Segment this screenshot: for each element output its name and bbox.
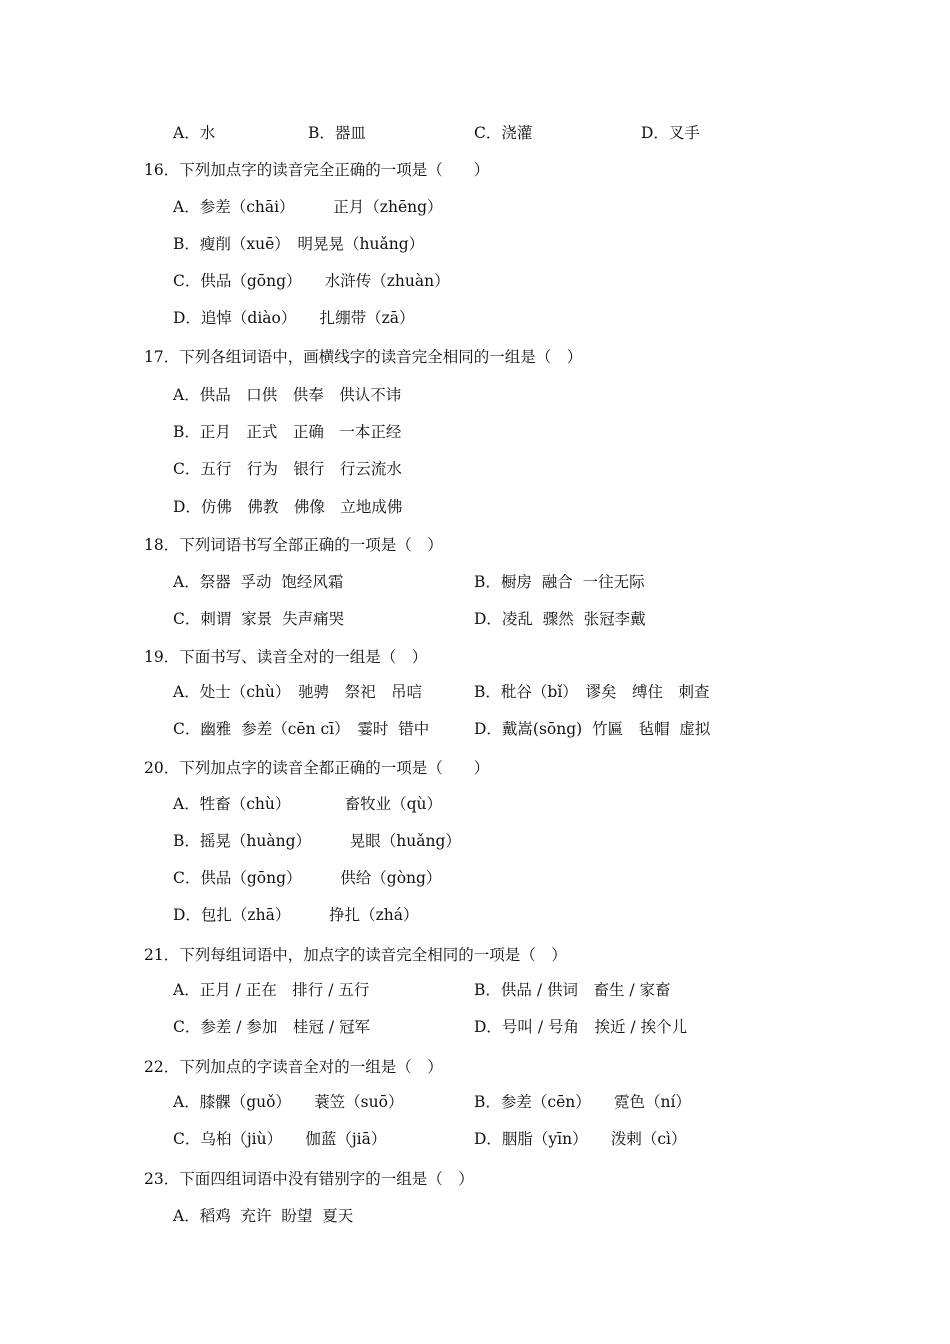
q18-stem: 18．下列词语书写全部正确的一项是（ ） — [144, 536, 443, 554]
q21-option-a: A．正月 / 正在 排行 / 五行 — [173, 981, 370, 999]
q15-option-a: A．水 — [173, 124, 216, 142]
q17-stem: 17．下列各组词语中，画横线字的读音完全相同的一组是（ ） — [144, 348, 583, 366]
q19-option-b: B．秕谷（bǐ） 谬矣 缚住 刺查 — [474, 683, 710, 701]
q17-option-d: D．仿佛 佛教 佛像 立地成佛 — [173, 498, 403, 516]
q18-option-b: B．橱房 融合 一往无际 — [474, 573, 645, 591]
q16-stem: 16．下列加点字的读音完全正确的一项是（ ） — [144, 161, 490, 179]
q22-option-c: C．乌桕（jiù） 伽蓝（jiā） — [173, 1130, 387, 1148]
q18-option-d: D．凌乱 骤然 张冠李戴 — [474, 610, 646, 628]
q16-option-b: B．瘦削（xuē） 明晃晃（huǎng） — [173, 235, 425, 253]
q21-option-d: D．号叫 / 号角 挨近 / 挨个儿 — [474, 1018, 688, 1036]
q16-option-d: D．追悼（diào） 扎绷带（zā） — [173, 309, 415, 327]
q16-option-a: A．参差（chāi） 正月（zhēng） — [173, 198, 443, 216]
q17-option-c: C．五行 行为 银行 行云流水 — [173, 460, 402, 478]
q23-option-a: A．稻鸡 充许 盼望 夏天 — [173, 1207, 354, 1225]
q19-option-d: D．戴嵩(sōng) 竹匾 毡帽 虚拟 — [474, 720, 711, 738]
q20-stem: 20．下列加点字的读音全都正确的一项是（ ） — [144, 759, 490, 777]
q22-option-b: B．参差（cēn） 霓色（ní） — [474, 1093, 691, 1111]
q15-option-d: D．叉手 — [641, 124, 700, 142]
q19-stem: 19．下面书写、读音全对的一组是（ ） — [144, 648, 428, 666]
q18-option-c: C．刺谓 家景 失声痛哭 — [173, 610, 345, 628]
q16-option-c: C．供品（gōng） 水浒传（zhuàn） — [173, 272, 450, 290]
q21-option-c: C．参差 / 参加 桂冠 / 冠军 — [173, 1018, 371, 1036]
q22-option-d: D．胭脂（yīn） 泼剌（cì） — [474, 1130, 687, 1148]
q20-option-c: C．供品（gōng） 供给（gòng） — [173, 869, 442, 887]
q17-option-a: A．供品 口供 供奉 供认不讳 — [173, 386, 402, 404]
q21-option-b: B．供品 / 供词 畜生 / 家畜 — [474, 981, 671, 999]
q19-option-a: A．处士（chù） 驰骋 祭祀 吊唁 — [173, 683, 423, 701]
q15-option-b: B．器皿 — [308, 124, 366, 142]
q20-option-a: A．牲畜（chù） 畜牧业（qù） — [173, 795, 442, 813]
q18-option-a: A．祭器 孚动 饱经风霜 — [173, 573, 344, 591]
q20-option-b: B．摇晃（huàng） 晃眼（huǎng） — [173, 832, 461, 850]
q22-option-a: A．膝髁（guǒ） 蓑笠（suō） — [173, 1093, 404, 1111]
q17-option-b: B．正月 正式 正确 一本正经 — [173, 423, 402, 441]
q19-option-c: C．幽雅 参差（cēn cī） 霎时 错中 — [173, 720, 430, 738]
q21-stem: 21．下列每组词语中，加点字的读音完全相同的一项是（ ） — [144, 946, 567, 964]
q22-stem: 22．下列加点的字读音全对的一组是（ ） — [144, 1058, 443, 1076]
q23-stem: 23．下面四组词语中没有错别字的一组是（ ） — [144, 1170, 474, 1188]
q15-option-c: C．浇灌 — [474, 124, 533, 142]
q20-option-d: D．包扎（zhā） 挣扎（zhá） — [173, 906, 419, 924]
